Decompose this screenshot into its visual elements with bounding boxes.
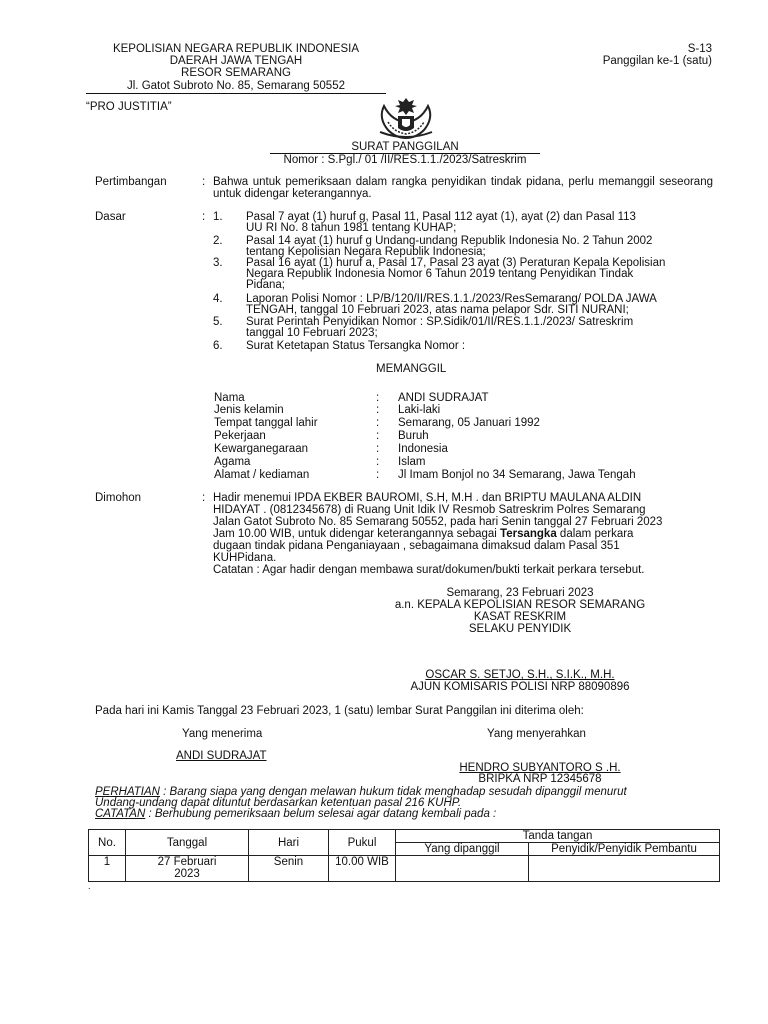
cell-dipanggil-signature [396, 856, 529, 882]
dimohon-line [213, 528, 633, 540]
identity-value: Buruh [398, 430, 429, 442]
identity-label: Alamat / kediaman [214, 469, 310, 481]
pro-justitia: “PRO JUSTITIA” [86, 101, 172, 113]
column-header-tanda-tangan: Tanda tangan [396, 830, 720, 843]
identity-value: ANDI SUDRAJAT [398, 392, 489, 404]
identity-value: Jl Imam Bonjol no 34 Semarang, Jawa Tengah [398, 469, 636, 481]
dasar-item-number: 6. [213, 340, 223, 352]
dasar-item-line: Pasal 14 ayat (1) huruf g Undang-undang Republik Indonesia No. 2 Tahun 2002 [246, 235, 653, 247]
cell-pukul: 10.00 WIB [329, 856, 396, 882]
table-row [89, 856, 720, 882]
police-emblem-icon [374, 92, 438, 140]
identity-label: Agama [214, 456, 251, 468]
identity-label: Pekerjaan [214, 430, 266, 442]
catatan-text: : Berhubung pemeriksaan belum selesai agar datang kembali pada : [145, 808, 497, 820]
call-number: Panggilan ke-1 (satu) [602, 55, 712, 67]
cell-no: 1 [89, 856, 126, 882]
signature-place-date: Semarang, 23 Februari 2023 [446, 587, 594, 599]
dasar-item-line: tentang Kepolisian Negara Republik Indonesia; [246, 246, 486, 258]
dimohon-line-text: dalam perkara [556, 528, 634, 540]
dasar-item-line: Pasal 16 ayat (1) huruf a, Pasal 17, Pasal 23 ayat (3) Peraturan Kepala Kepolisian [246, 257, 666, 269]
dasar-item-line: UU RI No. 8 tahun 1981 tentang KUHAP; [246, 222, 457, 234]
identity-colon: : [376, 456, 380, 468]
identity-colon: : [376, 443, 380, 455]
identity-colon: : [376, 392, 380, 404]
cell-penyidik-signature [529, 856, 720, 882]
perhatian-label: PERHATIAN [95, 786, 160, 798]
dasar-item-line: Negara Republik Indonesia Nomor 6 Tahun 2019 tentang Penyidikan Tindak [246, 268, 634, 280]
identity-label: Nama [214, 392, 245, 404]
dasar-item-line: TENGAH, tanggal 10 Februari 2023, atas nama pelapor Sdr. SITI NURANI; [246, 304, 629, 316]
signature-role: SELAKU PENYIDIK [468, 623, 572, 635]
column-header-no: No. [89, 830, 126, 856]
dasar-item-line: Surat Ketetapan Status Tersangka Nomor : [246, 340, 466, 352]
dimohon-line: Hadir menemui IPDA EKBER BAUROMI, S.H, M.H . dan BRIPTU MAULANA ALDIN [213, 492, 642, 504]
dimohon-line: HIDAYAT . (0812345678) di Ruang Unit Idik IV Resmob Satreskrim Polres Semarang [213, 504, 646, 516]
pertimbangan-label: Pertimbangan [95, 176, 167, 188]
identity-value: Islam [398, 456, 426, 468]
dasar-item-line: Pasal 7 ayat (1) huruf g, Pasal 11, Pasal 112 ayat (1), ayat (2) dan Pasal 113 [246, 211, 636, 223]
receipt-statement: Pada hari ini Kamis Tanggal 23 Februari 2023, 1 (satu) lembar Surat Panggilan ini diterima oleh: [95, 705, 584, 717]
dimohon-line: KUHPidana. [213, 552, 277, 564]
identity-label: Kewarganegaraan [214, 443, 308, 455]
dasar-item-number: 2. [213, 235, 223, 247]
dimohon-line: Jalan Gatot Subroto No. 85 Semarang 50552, pada hari Senin tanggal 27 Februari 2023 [213, 516, 663, 528]
cell-hari: Senin [249, 856, 329, 882]
dasar-item-line: tanggal 10 Februari 2023; [246, 327, 378, 339]
perhatian-text: : Barang siapa yang dengan melawan hukum tidak menghadap sesudah dipanggil menurut [159, 786, 627, 798]
resort-name: RESOR SEMARANG [181, 67, 291, 79]
pertimbangan-text: Bahwa untuk pemeriksaan dalam rangka penyidikan tindak pidana, perlu memanggil seseorang untuk didengar keterangannya. [213, 176, 713, 200]
identity-colon: : [376, 469, 380, 481]
catatan-label: CATATAN [95, 808, 146, 820]
cell-tanggal-line: 2023 [174, 868, 200, 880]
catatan-note [95, 808, 496, 820]
dasar-label: Dasar [95, 211, 126, 223]
dasar-item-line: Pidana; [246, 279, 286, 291]
dimohon-catatan: Catatan : Agar hadir dengan membawa surat/dokumen/bukti terkait perkara tersebut. [213, 564, 645, 576]
signatory-rank: AJUN KOMISARIS POLISI NRP 88090896 [410, 681, 630, 693]
column-header-hari: Hari [249, 830, 329, 856]
column-header-penyidik: Penyidik/Penyidik Pembantu [529, 843, 720, 856]
column-header-tanggal: Tanggal [126, 830, 249, 856]
agency-address: Jl. Gatot Subroto No. 85, Semarang 50552 [86, 80, 386, 94]
column-header-dipanggil: Yang dipanggil [396, 843, 529, 856]
column-header-pukul: Pukul [329, 830, 396, 856]
cell-tanggal-line: 27 Februari [157, 856, 217, 868]
dasar-item-number: 1. [213, 211, 223, 223]
identity-label: Tempat tanggal lahir [214, 417, 318, 429]
receiver-label: Yang menerima [182, 728, 263, 740]
identity-value: Indonesia [398, 443, 448, 455]
pertimbangan-colon: : [202, 176, 206, 188]
regional-name: DAERAH JAWA TENGAH [169, 55, 303, 67]
dimohon-colon: : [202, 492, 206, 504]
document-title: SURAT PANGGILAN [351, 141, 459, 153]
dimohon-line: dugaan tindak pidana Penganiayaan , sebagaimana dimaksud dalam Pasal 351 [213, 540, 620, 552]
signature-on-behalf: a.n. KEPALA KEPOLISIAN RESOR SEMARANG [394, 599, 646, 611]
dasar-colon: : [202, 211, 206, 223]
dasar-item-number: 4. [213, 293, 223, 305]
giver-label: Yang menyerahkan [487, 728, 586, 740]
dimohon-line-text: Jam 10.00 WIB, untuk didengar keterangannya sebagai [213, 528, 501, 540]
cell-tanggal [126, 856, 249, 882]
identity-colon: : [376, 417, 380, 429]
identity-colon: : [376, 430, 380, 442]
identity-value: Semarang, 05 Januari 1992 [398, 417, 540, 429]
dasar-item-number: 5. [213, 316, 223, 328]
dasar-item-line: Laporan Polisi Nomor : LP/B/120/II/RES.1.1./2023/ResSemarang/ POLDA JAWA [246, 293, 657, 305]
dasar-item-line: Surat Perintah Penyidikan Nomor : SP.Sidik/01/II/RES.1.1./2023/ Satreskrim [246, 316, 634, 328]
signature-position: KASAT RESKRIM [473, 611, 567, 623]
footer-mark: . [88, 881, 91, 891]
dasar-item-number: 3. [213, 257, 223, 269]
identity-colon: : [376, 404, 380, 416]
agency-name: KEPOLISIAN NEGARA REPUBLIK INDONESIA [112, 43, 360, 55]
memanggil-heading: MEMANGGIL [376, 363, 447, 375]
giver-name: HENDRO SUBYANTORO S .H. [459, 762, 621, 774]
dimohon-label: Dimohon [95, 492, 142, 504]
signatory-name: OSCAR S. SETJO, S.H., S.I.K., M.H. [425, 669, 615, 681]
identity-value: Laki-laki [398, 404, 441, 416]
identity-label: Jenis kelamin [214, 404, 284, 416]
schedule-table [88, 829, 720, 882]
receiver-name: ANDI SUDRAJAT [176, 750, 267, 762]
perhatian-text-continued: Undang-undang dapat dituntut berdasarkan ketentuan pasal 216 KUHP. [95, 797, 462, 809]
giver-rank: BRIPKA NRP 12345678 [478, 773, 602, 785]
status-tersangka: Tersangka [500, 528, 557, 540]
document-number: Nomor : S.Pgl./ 01 /II/RES.1.1./2023/Satreskrim [270, 153, 540, 166]
form-code: S-13 [687, 43, 712, 55]
